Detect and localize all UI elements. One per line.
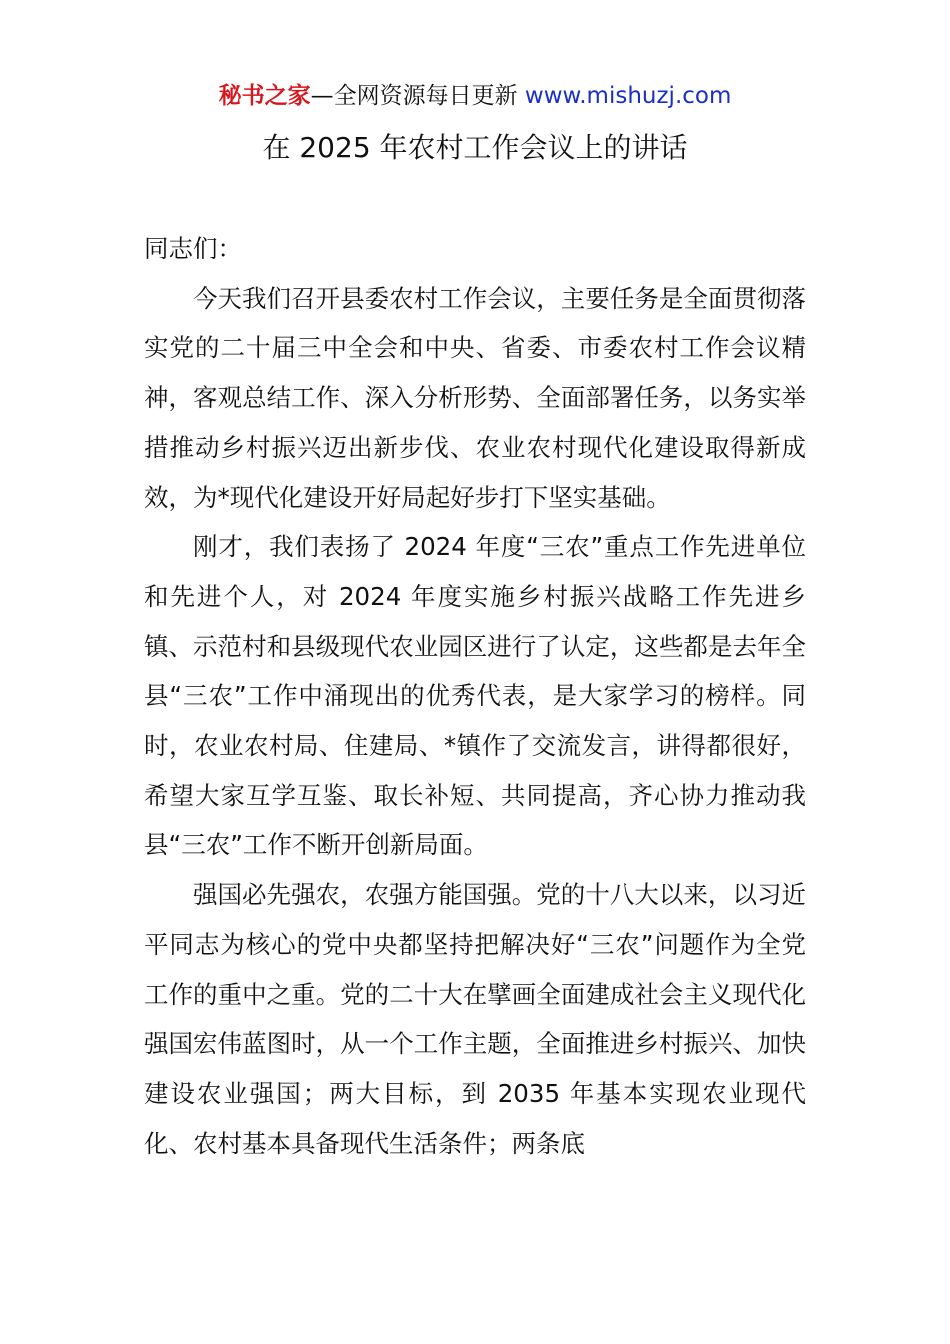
document-title: 在 2025 年农村工作会议上的讲话 [262,131,688,164]
site-url-link[interactable]: www.mishuzj.com [524,83,732,109]
paragraph: 强国必先强农，农强方能国强。党的十八大以来，以习近平同志为核心的党中央都坚持把解决好“三农”问题作为全党工作的重中之重。党的二十大在擘画全面建成社会主义现代化强国宏伟蓝图时，从一个工作主题，全面推进乡村振兴、加快建设农业强国；两大目标，到 2035 年基本实现农业现代化、农村基本具备现代生活条件；两条底 [144,880,806,1158]
site-banner [0,80,950,112]
document-body [144,224,806,1168]
paragraph: 刚才，我们表扬了 2024 年度“三农”重点工作先进单位和先进个人，对 2024 年度实施乡村振兴战略工作先进乡镇、示范村和县级现代农业园区进行了认定，这些都是去年全县“三农”工作中涌现出的优秀代表，是大家学习的榜样。同时，农业农村局、住建局、*镇作了交流发言，讲得都很好，希望大家互学互鉴、取长补短、共同提高，齐心协力推动我县“三农”工作不断开创新局面。 [144,532,806,860]
site-tagline: —全网资源每日更新 [310,83,525,109]
site-brand: 秘书之家 [218,83,311,109]
salutation: 同志们： [144,234,242,263]
paragraph: 今天我们召开县委农村工作会议，主要任务是全面贯彻落实党的二十届三中全会和中央、省委、市委农村工作会议精神，客观总结工作、深入分析形势、全面部署任务，以务实举措推动乡村振兴迈出新步伐、农业农村现代化建设取得新成效，为*现代化建设开好局起好步打下坚实基础。 [144,283,806,512]
